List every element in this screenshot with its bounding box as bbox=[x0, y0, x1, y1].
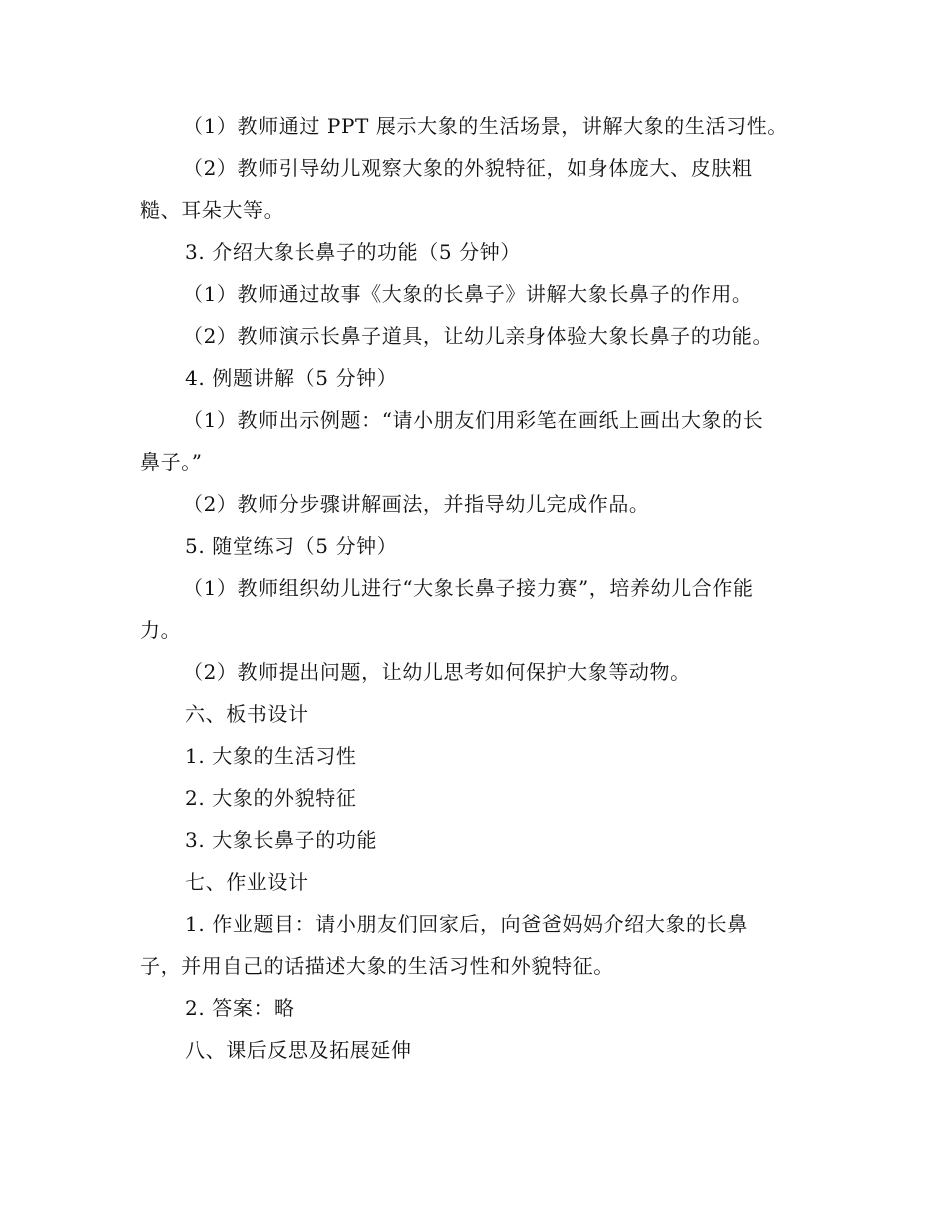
list-item: 2. 大象的外貌特征 bbox=[185, 786, 357, 810]
paragraph-line: （2）教师引导幼儿观察大象的外貌特征，如身体庞大、皮肤粗 bbox=[183, 156, 753, 180]
paragraph-line: （1）教师出示例题：“请小朋友们用彩笔在画纸上画出大象的长 bbox=[183, 408, 764, 432]
paragraph-line: （2）教师分步骤讲解画法，并指导幼儿完成作品。 bbox=[183, 492, 650, 516]
document-body bbox=[140, 105, 810, 1071]
paragraph-line: 子，并用自己的话描述大象的生活习性和外貌特征。 bbox=[140, 954, 614, 978]
paragraph-line: （1）教师组织幼儿进行“大象长鼻子接力赛”，培养幼儿合作能 bbox=[183, 576, 754, 600]
list-item: 1. 作业题目：请小朋友们回家后，向爸爸妈妈介绍大象的长鼻 bbox=[185, 912, 748, 936]
list-item: 1. 大象的生活习性 bbox=[185, 744, 357, 768]
list-item: 2. 答案：略 bbox=[185, 996, 295, 1020]
list-item: 3. 大象长鼻子的功能 bbox=[185, 828, 378, 852]
section-heading: 5. 随堂练习（5 分钟） bbox=[185, 534, 398, 558]
paragraph-line: 鼻子。” bbox=[140, 450, 203, 474]
paragraph-line: （2）教师演示长鼻子道具，让幼儿亲身体验大象长鼻子的功能。 bbox=[183, 324, 774, 348]
section-heading: 3. 介绍大象长鼻子的功能（5 分钟） bbox=[185, 240, 521, 264]
chapter-heading: 七、作业设计 bbox=[185, 870, 309, 894]
section-heading: 4. 例题讲解（5 分钟） bbox=[185, 366, 398, 390]
chapter-heading: 六、板书设计 bbox=[185, 702, 309, 726]
paragraph-line: 糙、耳朵大等。 bbox=[140, 198, 285, 222]
paragraph-line: （1）教师通过故事《大象的长鼻子》讲解大象长鼻子的作用。 bbox=[183, 282, 753, 306]
paragraph-line: （2）教师提出问题，让幼儿思考如何保护大象等动物。 bbox=[183, 660, 691, 684]
paragraph-line: （1）教师通过 PPT 展示大象的生活场景，讲解大象的生活习性。 bbox=[183, 114, 788, 138]
paragraph-line: 力。 bbox=[140, 618, 182, 642]
chapter-heading: 八、课后反思及拓展延伸 bbox=[185, 1038, 412, 1062]
